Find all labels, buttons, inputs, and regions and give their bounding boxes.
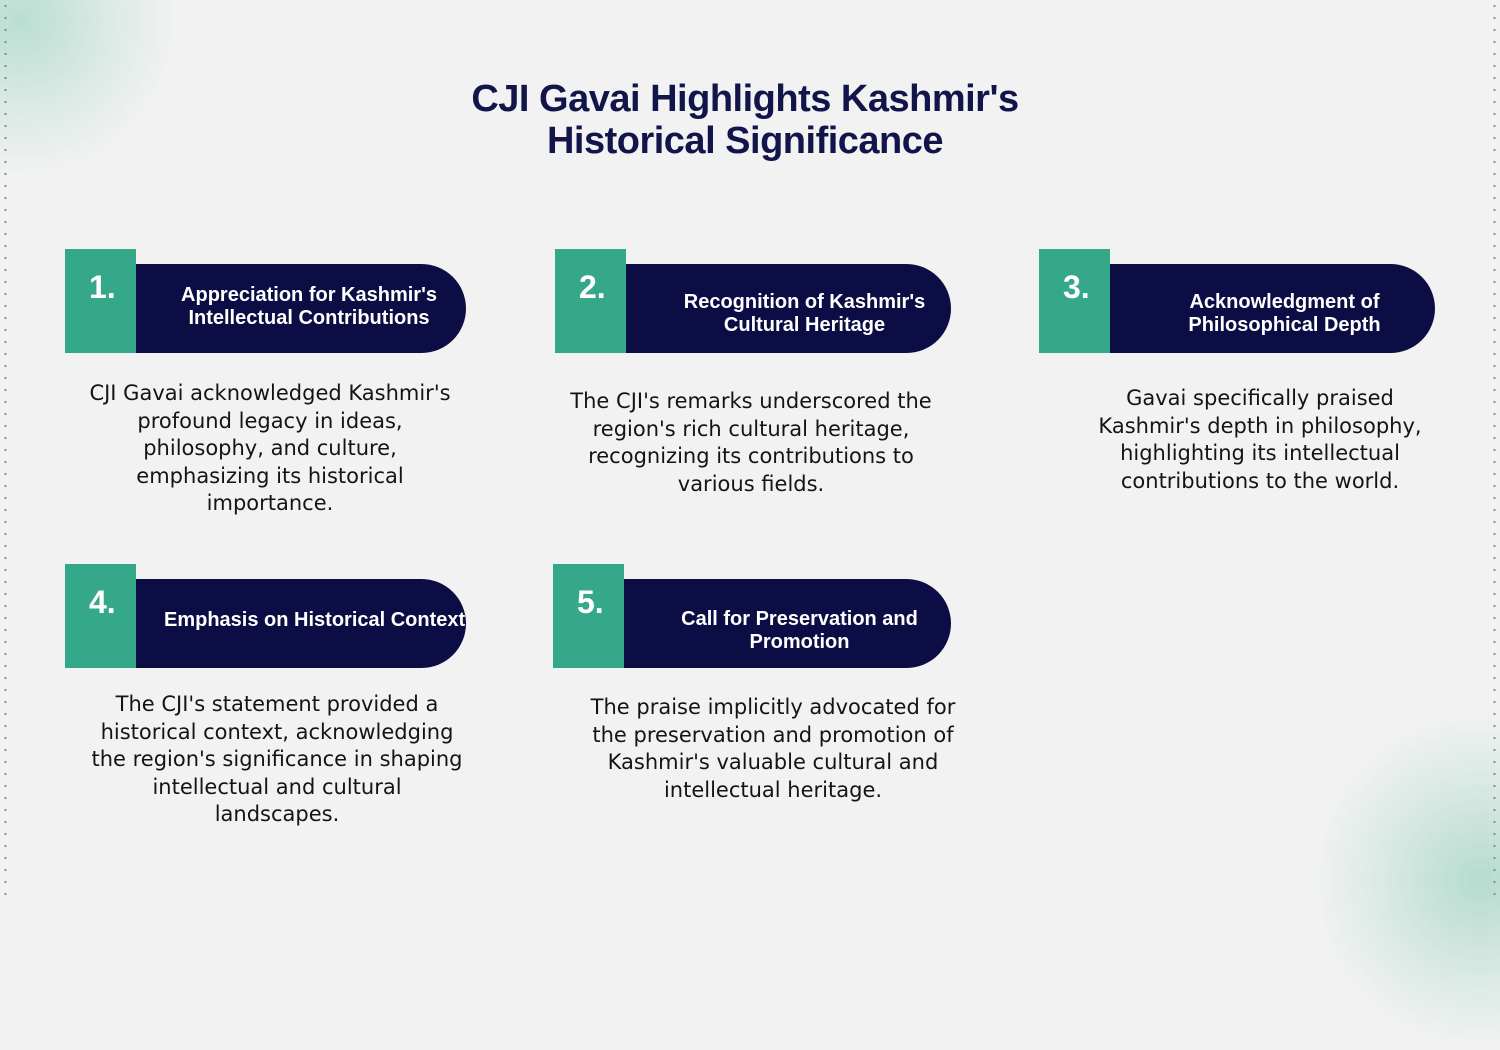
item-2-heading-line-2: Cultural Heritage [723,314,886,336]
item-3-heading-line-2: Philosophical Depth [1188,314,1381,336]
item-5-number-badge [553,564,624,668]
corner-glow-bottom-right [1310,710,1500,1050]
item-2-number-badge [555,249,626,353]
item-1-desc-line-1: CJI Gavai acknowledged Kashmir's [89,381,451,405]
item-3-number: 3. [1063,269,1090,305]
item-4-desc-line-3: the region's significance in shaping [91,747,463,771]
title-line-2: Historical Significance [546,120,944,162]
item-4-number: 4. [89,584,116,620]
item-4-desc-line-5: landscapes. [214,802,340,826]
item-3-number-badge [1039,249,1110,353]
item-2-heading-pill [610,264,951,353]
item-3-desc-line-2: Kashmir's depth in philosophy, [1098,413,1422,438]
item-1-desc-line-4: emphasizing its historical [136,463,404,488]
item-3-desc-line-4: contributions to the world. [1120,468,1400,493]
item-2-desc-line-3: recognizing its contributions to [588,444,914,468]
item-5-number: 5. [577,584,604,620]
item-4-desc-line-1: The CJI's statement provided a [115,692,439,716]
item-4-desc-line-4: intellectual and cultural [152,774,402,799]
item-5-heading-line-2: Promotion [749,631,850,653]
title-line-1: CJI Gavai Highlights Kashmir's [471,78,1019,120]
item-3-heading [1134,291,1435,337]
item-5-desc-line-3: Kashmir's valuable cultural and [607,750,939,774]
item-1-description [60,380,480,518]
dotted-border-right [1493,0,1496,900]
item-4-description [62,691,492,829]
item-1-heading-line-1: Appreciation for Kashmir's [181,284,437,306]
item-4-number-badge [65,564,136,668]
item-2-heading-line-1: Recognition of Kashmir's [683,291,926,313]
item-1-heading-pill [120,264,466,353]
item-1-number-badge [65,249,136,353]
item-2-desc-line-1: The CJI's remarks underscored the [570,389,932,413]
item-5-heading-pill [608,579,951,668]
item-3-heading-pill [1094,264,1435,353]
item-4-heading-pill [120,579,466,668]
item-1-number: 1. [89,269,116,305]
item-3-heading-line-1: Acknowledgment of [1189,291,1380,313]
item-5-desc-line-1: The praise implicitly advocated for [590,695,956,719]
item-5-desc-line-2: the preservation and promotion of [592,722,954,747]
item-5-description [558,694,988,804]
dotted-border-left [4,0,7,900]
item-3-desc-line-1: Gavai specifically praised [1126,386,1394,410]
item-2-desc-line-2: region's rich cultural heritage, [592,416,910,441]
item-5-heading-line-1: Call for Preservation and [681,608,918,630]
item-3-desc-line-3: highlighting its intellectual [1120,441,1400,465]
item-5-desc-line-4: intellectual heritage. [663,777,883,802]
item-2-number: 2. [579,269,606,305]
item-4-heading [164,609,465,632]
item-1-heading [152,284,466,330]
item-1-desc-line-2: profound legacy in ideas, [137,408,403,433]
item-3-description [1050,385,1470,495]
item-1-desc-line-5: importance. [206,491,334,515]
item-1-heading-line-2: Intellectual Contributions [188,307,430,329]
item-4-heading-line-1: Emphasis on Historical Context [164,609,466,631]
item-2-heading [658,291,951,337]
item-4-desc-line-2: historical context, acknowledging [100,719,454,744]
item-1-desc-line-3: philosophy, and culture, [143,436,397,460]
page-title [395,78,1095,162]
item-2-description [541,388,961,498]
corner-glow-top-left [0,0,180,180]
item-2-desc-line-4: various fields. [677,471,825,496]
item-5-heading [648,608,951,654]
